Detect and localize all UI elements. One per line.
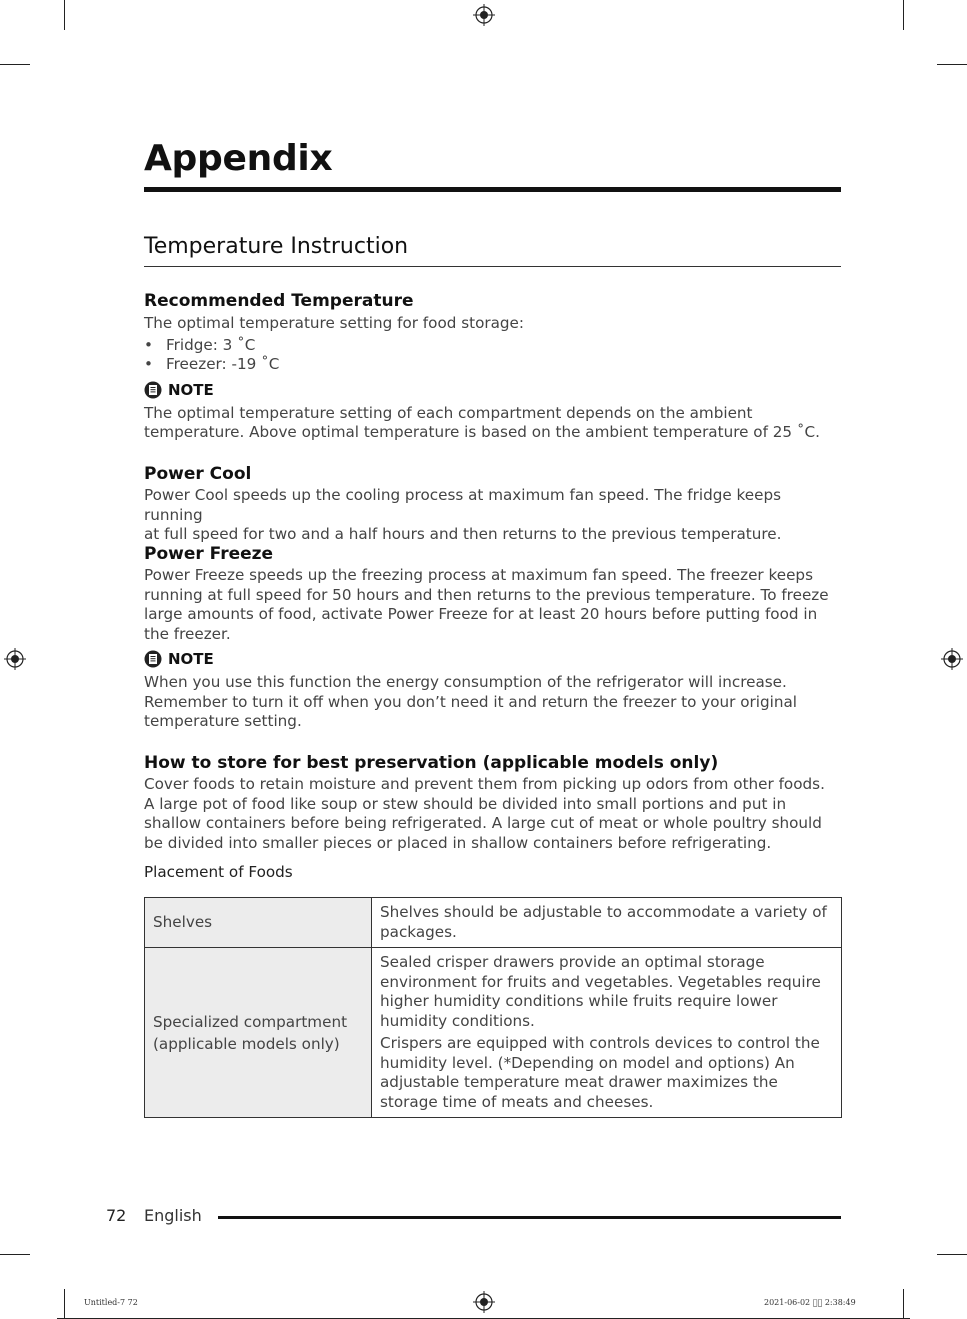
crop-mark xyxy=(0,64,30,65)
title-rule xyxy=(144,187,841,192)
list-item: • Fridge: 3 ˚C xyxy=(144,336,844,356)
note-icon xyxy=(144,381,162,399)
table-cell-label xyxy=(145,948,372,1118)
power-freeze-text: running at full speed for 50 hours and then returns to the previous temperature. To freeze xyxy=(144,585,829,604)
table-cell-desc xyxy=(372,948,842,1118)
power-freeze-text: Power Freeze speeds up the freezing process at maximum fan speed. The freezer keeps xyxy=(144,566,813,584)
crop-mark xyxy=(64,1289,65,1319)
registration-mark-icon xyxy=(473,1291,495,1313)
crop-mark xyxy=(903,0,904,30)
temperature-list xyxy=(144,336,844,375)
crisper-controls-text: Crispers are equipped with controls devices to control the humidity level. (*Depending on model and options) An adjustable temperature meat drawer maximizes the storage time of meats and cheeses. xyxy=(380,1034,820,1111)
footer-rule xyxy=(218,1216,841,1219)
preservation-heading: How to store for best preservation (applicable models only) xyxy=(144,753,719,773)
crop-mark xyxy=(937,64,967,65)
power-freeze-section xyxy=(144,543,844,732)
preservation-text: shallow containers before being refrigerated. A large cut of meat or whole poultry should xyxy=(144,814,822,832)
note-label: NOTE xyxy=(168,380,214,399)
registration-mark-icon xyxy=(941,648,963,670)
preservation-section xyxy=(144,752,844,883)
table-cell-label: Shelves xyxy=(145,898,372,948)
preservation-text: Cover foods to retain moisture and prevent them from picking up odors from other foods. xyxy=(144,775,825,793)
print-timestamp: 2021-06-02 ￿￿ 2:38:49 xyxy=(764,1298,856,1307)
crop-mark xyxy=(937,1254,967,1255)
list-item: • Freezer: -19 ˚C xyxy=(144,355,844,375)
preservation-text: be divided into smaller pieces or placed in shallow containers before refrigerating. xyxy=(144,833,772,852)
preservation-text: A large pot of food like soup or stew should be divided into small portions and put in xyxy=(144,794,787,813)
compartment-label-line: (applicable models only) xyxy=(153,1034,340,1053)
note-icon xyxy=(144,650,162,668)
note-text: Remember to turn it off when you don’t need it and return the freezer to your original xyxy=(144,692,797,711)
power-freeze-heading: Power Freeze xyxy=(144,544,274,564)
registration-mark-icon xyxy=(4,648,26,670)
note-text: When you use this function the energy consumption of the refrigerator will increase. xyxy=(144,673,787,691)
compartment-label-line: Specialized compartment xyxy=(153,1012,348,1031)
note-text: temperature setting. xyxy=(144,712,302,730)
crop-mark xyxy=(64,0,65,30)
power-freeze-text: the freezer. xyxy=(144,624,231,643)
note-header xyxy=(144,379,844,401)
section-title: Temperature Instruction xyxy=(144,234,409,259)
note-text: temperature. Above optimal temperature is based on the ambient temperature of 25 ˚C. xyxy=(144,423,820,441)
table-row xyxy=(145,948,842,1118)
table-row xyxy=(145,898,842,948)
page-title: Appendix xyxy=(144,138,333,179)
recommended-heading: Recommended Temperature xyxy=(144,291,414,311)
footer-language: English xyxy=(144,1206,202,1225)
power-cool-section xyxy=(144,463,844,545)
note-header xyxy=(144,648,844,670)
crop-mark xyxy=(0,1254,30,1255)
section-rule xyxy=(144,266,841,267)
print-file-info: Untitled-7 72 xyxy=(84,1298,138,1307)
placement-table xyxy=(144,897,842,1118)
power-cool-text: Power Cool speeds up the cooling process at maximum fan speed. The fridge keeps running xyxy=(144,486,782,524)
note-text: The optimal temperature setting of each compartment depends on the ambient xyxy=(144,403,753,422)
registration-mark-icon xyxy=(473,4,495,26)
crisper-text: Sealed crisper drawers provide an optimal storage environment for fruits and vegetables. Vegetables require higher humidity conditions while fruits require lower humidity conditions. xyxy=(380,953,821,1030)
power-cool-text: at full speed for two and a half hours and then returns to the previous temperature. xyxy=(144,525,782,543)
recommended-intro: The optimal temperature setting for food storage: xyxy=(144,314,525,332)
power-freeze-text: large amounts of food, activate Power Freeze for at least 20 hours before putting food in xyxy=(144,605,818,623)
placement-label: Placement of Foods xyxy=(144,863,293,881)
crop-mark xyxy=(903,1289,904,1319)
recommended-temperature-section xyxy=(144,290,844,443)
note-label: NOTE xyxy=(168,650,214,668)
page-number: 72 xyxy=(106,1206,127,1225)
power-cool-heading: Power Cool xyxy=(144,464,252,484)
table-cell-desc: Shelves should be adjustable to accommodate a variety of packages. xyxy=(372,898,842,948)
